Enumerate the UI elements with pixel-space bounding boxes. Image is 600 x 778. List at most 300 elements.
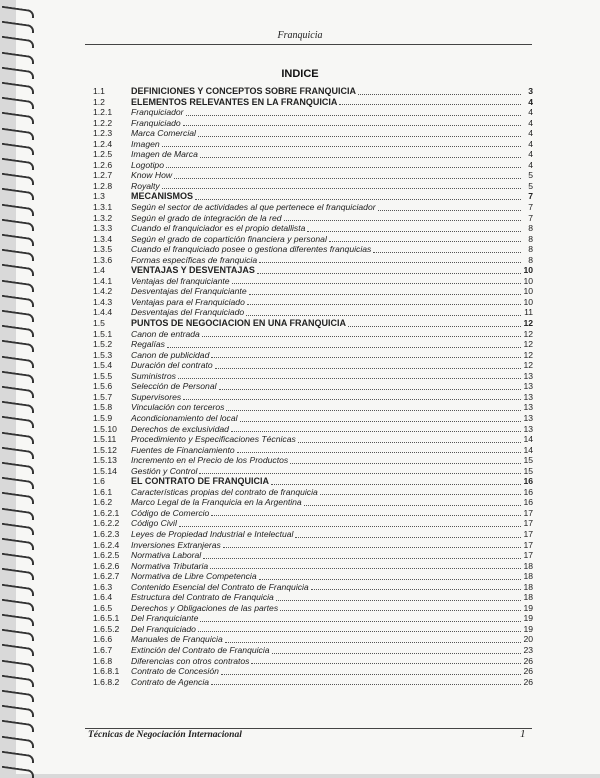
toc-entry-title: Franquiciado [131, 117, 181, 128]
toc-entry-page: 10 [523, 265, 533, 276]
toc-entry-number: 1.6.2.7 [93, 571, 120, 582]
dot-leader [290, 463, 521, 464]
toc-entry-page: 17 [523, 539, 533, 550]
dot-leader [373, 252, 521, 253]
toc-entry-title: Regalías [131, 339, 165, 350]
toc-entry-number: 1.6.8 [93, 655, 113, 666]
toc-entry [93, 86, 533, 97]
toc-entry-title: ELEMENTOS RELEVANTES EN LA FRANQUICIA [131, 96, 338, 107]
dot-leader [284, 220, 522, 221]
spiral-coil [2, 644, 34, 656]
toc-entry-number: 1.5.9 [93, 412, 113, 423]
toc-entry-number: 1.4.2 [93, 286, 113, 297]
spiral-coil [2, 751, 34, 763]
toc-entry [93, 170, 533, 181]
toc-entry-page: 11 [524, 307, 533, 318]
toc-entry-number: 1.6.2.3 [93, 528, 120, 539]
toc-entry-title: PUNTOS DE NEGOCIACION EN UNA FRANQUICIA [131, 318, 347, 329]
spiral-coil [2, 51, 34, 63]
toc-entry-page: 4 [528, 159, 533, 170]
toc-entry-number: 1.2.1 [93, 107, 113, 118]
toc-entry-title: Leyes de Propiedad Industrial e Intelectual [131, 528, 294, 539]
toc-entry-page: 12 [523, 349, 533, 360]
toc-entry-number: 1.6.1 [93, 486, 113, 497]
dot-leader [226, 410, 521, 411]
toc-entry-number: 1.5.5 [93, 370, 113, 381]
toc-entry-number: 1.2.5 [93, 149, 113, 160]
toc-entry [93, 191, 533, 202]
spiral-coil [2, 203, 34, 215]
toc-entry [93, 234, 533, 245]
toc-entry-number: 1.6.3 [93, 581, 113, 592]
dot-leader [304, 505, 521, 506]
toc-entry-number: 1.6 [93, 476, 105, 487]
toc-entry-number: 1.5.4 [93, 360, 113, 371]
toc-entry-page: 17 [523, 507, 533, 518]
toc-entry-title: Cuando el franquiciado posee o gestiona diferentes franquicias [131, 244, 372, 255]
header-rule [85, 44, 532, 45]
toc-entry [93, 529, 533, 540]
toc-entry [93, 434, 533, 445]
spiral-coil [2, 705, 34, 717]
toc-entry-title: Imagen de Marca [131, 149, 198, 160]
toc-entry [93, 350, 533, 361]
toc-entry-title: Imagen [131, 138, 160, 149]
spiral-coil [2, 340, 34, 352]
toc-entry [93, 634, 533, 645]
toc-entry-number: 1.6.2.6 [93, 560, 120, 571]
toc-entry-page: 7 [528, 191, 533, 202]
toc-entry-title: Del Franquiciante [131, 613, 199, 624]
spiral-coil [2, 416, 34, 428]
toc-entry-number: 1.1 [93, 86, 105, 96]
toc-entry-page: 13 [523, 391, 533, 402]
dot-leader [167, 347, 521, 348]
toc-entry-page: 19 [523, 623, 533, 634]
toc-entry-title: Incremento en el Precio de los Productos [131, 455, 289, 466]
toc-entry-page: 15 [523, 455, 533, 466]
toc-entry [93, 128, 533, 139]
toc-entry-title: Contrato de Concesión [131, 666, 219, 677]
toc-entry-number: 1.6.2.1 [93, 507, 120, 518]
dot-leader [329, 241, 521, 242]
dot-leader [186, 115, 521, 116]
toc-entry-number: 1.6.2 [93, 497, 113, 508]
toc-entry [93, 476, 533, 487]
toc-entry-number: 1.2.2 [93, 117, 113, 128]
toc-entry-page: 14 [523, 434, 533, 445]
toc-entry-number: 1.3.1 [93, 202, 113, 213]
toc-entry-page: 8 [528, 244, 533, 255]
toc-entry-page: 4 [528, 149, 533, 160]
toc-entry-page: 23 [523, 644, 533, 655]
toc-entry-page: 18 [523, 592, 533, 603]
toc-entry-title: Normativa de Libre Competencia [131, 571, 257, 582]
toc-entry-page: 4 [528, 128, 533, 139]
spiral-coil [2, 249, 34, 261]
dot-leader [276, 600, 521, 601]
dot-leader [200, 621, 521, 622]
toc-entry [93, 445, 533, 456]
toc-entry-number: 1.5.10 [93, 423, 117, 434]
toc-entry [93, 107, 533, 118]
dot-leader [251, 663, 521, 664]
toc-entry-number: 1.6.7 [93, 644, 113, 655]
toc-entry-title: Manuales de Franquicia [131, 634, 223, 645]
toc-entry-title: Suministros [131, 370, 176, 381]
toc-entry-title: Franquiciador [131, 107, 184, 118]
dot-leader [295, 537, 521, 538]
spiral-coil [2, 371, 34, 383]
toc-entry [93, 223, 533, 234]
footer-rule [85, 728, 532, 729]
toc-entry-number: 1.5.14 [93, 465, 117, 476]
spiral-coil [2, 6, 34, 18]
toc-entry [93, 297, 533, 308]
toc-entry-title: Desventajas del Franquiciado [131, 307, 245, 318]
toc-entry [93, 624, 533, 635]
toc-entry-title: Según el grado de integración de la red [131, 212, 282, 223]
dot-leader [307, 231, 521, 232]
dot-leader [215, 368, 521, 369]
toc-entry [93, 360, 533, 371]
toc-entry-page: 10 [523, 286, 533, 297]
toc-entry-page: 8 [528, 233, 533, 244]
toc-entry-number: 1.3.5 [93, 244, 113, 255]
toc-entry-title: MECANISMOS [131, 191, 194, 202]
dot-leader [320, 494, 521, 495]
toc-entry-title: Canon de entrada [131, 328, 200, 339]
spiral-coil [2, 295, 34, 307]
toc-entry [93, 139, 533, 150]
spiral-coil [2, 507, 34, 519]
toc-entry-title: Formas específicas de franquicia [131, 254, 258, 265]
toc-entry-page: 8 [528, 223, 533, 234]
spiral-coil [2, 143, 34, 155]
dot-leader [298, 442, 521, 443]
toc-entry-page: 13 [523, 412, 533, 423]
spiral-coil [2, 720, 34, 732]
toc-entry [93, 550, 533, 561]
toc-entry-page: 3 [528, 86, 533, 96]
dot-leader [221, 674, 521, 675]
spiral-coil [2, 614, 34, 626]
toc-entry-title: Desventajas del Franquiciante [131, 286, 247, 297]
dot-leader [198, 136, 521, 137]
spiral-coil [2, 310, 34, 322]
spiral-coil [2, 234, 34, 246]
dot-leader [231, 431, 521, 432]
toc-entry [93, 582, 533, 593]
dot-leader [237, 452, 521, 453]
spiral-coil [2, 355, 34, 367]
spiral-coil [2, 97, 34, 109]
toc-entry-number: 1.3.3 [93, 223, 113, 234]
toc-entry-page: 12 [523, 328, 533, 339]
toc-entry-title: Fuentes de Financiamiento [131, 444, 235, 455]
toc-entry-page: 4 [528, 138, 533, 149]
toc-entry-title: Marco Legal de la Franquicia en la Argentina [131, 497, 302, 508]
dot-leader [378, 210, 521, 211]
toc-entry [93, 202, 533, 213]
toc-entry-title: Selección de Personal [131, 381, 217, 392]
toc-entry-title: Marca Comercial [131, 128, 196, 139]
toc-entry-title: Derechos y Obligaciones de las partes [131, 602, 279, 613]
toc-entry-page: 16 [523, 476, 533, 487]
toc-entry [93, 244, 533, 255]
toc-entry-page: 13 [523, 423, 533, 434]
dot-leader [174, 178, 521, 179]
page-number: 1 [520, 728, 526, 740]
toc-entry-title: EL CONTRATO DE FRANQUICIA [131, 476, 270, 487]
spiral-coil [2, 112, 34, 124]
dot-leader [259, 262, 521, 263]
toc-entry-title: Ventajas del franquiciante [131, 275, 230, 286]
toc-entry [93, 518, 533, 529]
toc-entry-title: Inversiones Extranjeras [131, 539, 221, 550]
toc-entry [93, 571, 533, 582]
spiral-binding [0, 0, 36, 774]
toc-entry-title: Según el grado de copartición financiera y personal [131, 233, 327, 244]
toc-entry-page: 16 [523, 486, 533, 497]
toc-entry [93, 613, 533, 624]
toc-entry-page: 12 [523, 339, 533, 350]
dot-leader [280, 610, 521, 611]
toc-entry-number: 1.6.5.2 [93, 623, 120, 634]
toc-entry [93, 118, 533, 129]
spiral-coil [2, 523, 34, 535]
toc-entry-number: 1.6.4 [93, 592, 113, 603]
toc-entry-page: 4 [528, 96, 533, 107]
toc-entry-number: 1.3.4 [93, 233, 113, 244]
spiral-coil [2, 127, 34, 139]
toc-entry-page: 16 [523, 497, 533, 508]
toc-entry-number: 1.4 [93, 265, 105, 276]
dot-leader [210, 568, 521, 569]
toc-entry [93, 656, 533, 667]
spiral-coil [2, 82, 34, 94]
toc-entry-number: 1.5.3 [93, 349, 113, 360]
toc-entry [93, 455, 533, 466]
toc-entry [93, 540, 533, 551]
dot-leader [223, 547, 521, 548]
toc-entry-number: 1.5.13 [93, 455, 117, 466]
toc-entry [93, 508, 533, 519]
toc-entry-title: Normativa Tributaria [131, 560, 209, 571]
toc-entry-title: Duración del contrato [131, 360, 213, 371]
dot-leader [162, 188, 521, 189]
toc-entry [93, 592, 533, 603]
table-of-contents [93, 86, 533, 687]
dot-leader [246, 315, 521, 316]
toc-entry [93, 466, 533, 477]
toc-entry-page: 12 [523, 360, 533, 371]
spiral-coil [2, 173, 34, 185]
toc-entry-page: 14 [523, 444, 533, 455]
dot-leader [225, 642, 521, 643]
dot-leader [179, 526, 521, 527]
toc-entry-number: 1.6.2.4 [93, 539, 120, 550]
toc-entry-title: Según el sector de actividades al que pertenece el franquiciador [131, 202, 376, 213]
toc-entry-page: 5 [528, 170, 533, 181]
toc-entry-number: 1.6.6 [93, 634, 113, 645]
dot-leader [240, 421, 521, 422]
toc-entry-number: 1.5 [93, 318, 105, 329]
toc-entry [93, 160, 533, 171]
toc-entry-title: Estructura del Contrato de Franquicia [131, 592, 274, 603]
toc-entry-number: 1.6.8.1 [93, 666, 120, 677]
spiral-coil [2, 599, 34, 611]
toc-entry-title: Procedimiento y Especificaciones Técnicas [131, 434, 296, 445]
spiral-coil [2, 462, 34, 474]
toc-entry-title: Acondicionamiento del local [131, 412, 238, 423]
toc-entry-page: 7 [528, 202, 533, 213]
spiral-coil [2, 583, 34, 595]
toc-entry-page: 13 [523, 381, 533, 392]
toc-entry-title: Cuando el franquiciador es el propio detallista [131, 223, 306, 234]
spiral-coil [2, 158, 34, 170]
toc-entry-page: 19 [523, 602, 533, 613]
toc-entry [93, 392, 533, 403]
dot-leader [219, 389, 521, 390]
toc-entry-number: 1.6.5 [93, 602, 113, 613]
toc-entry-title: Contenido Esencial del Contrato de Franquicia [131, 581, 309, 592]
spiral-coil [2, 219, 34, 231]
toc-entry-page: 18 [523, 571, 533, 582]
toc-entry-page: 7 [528, 212, 533, 223]
spiral-coil [2, 386, 34, 398]
dot-leader [178, 378, 521, 379]
toc-entry-number: 1.6.2.2 [93, 518, 120, 529]
toc-entry-page: 13 [523, 370, 533, 381]
dot-leader [249, 294, 521, 295]
toc-entry-number: 1.2.8 [93, 180, 113, 191]
toc-entry-title: Vinculación con terceros [131, 402, 225, 413]
toc-entry [93, 97, 533, 108]
toc-entry [93, 318, 533, 329]
toc-entry-number: 1.5.8 [93, 402, 113, 413]
dot-leader [259, 579, 521, 580]
dot-leader [183, 125, 521, 126]
toc-entry [93, 181, 533, 192]
dot-leader [195, 199, 521, 200]
toc-entry [93, 286, 533, 297]
spiral-coil [2, 264, 34, 276]
spiral-coil [2, 401, 34, 413]
toc-entry-number: 1.5.6 [93, 381, 113, 392]
toc-entry [93, 677, 533, 688]
spiral-coil [2, 553, 34, 565]
spiral-coil [2, 690, 34, 702]
dot-leader [232, 283, 521, 284]
toc-entry-title: VENTAJAS Y DESVENTAJAS [131, 265, 255, 276]
toc-entry-page: 17 [523, 528, 533, 539]
dot-leader [198, 631, 521, 632]
toc-entry [93, 666, 533, 677]
toc-entry [93, 265, 533, 276]
toc-entry [93, 497, 533, 508]
toc-entry-page: 18 [523, 581, 533, 592]
dot-leader [348, 326, 521, 327]
toc-entry [93, 213, 533, 224]
toc-entry-page: 4 [528, 117, 533, 128]
toc-entry-title: Código de Comercio [131, 507, 210, 518]
toc-entry [93, 371, 533, 382]
toc-entry-number: 1.6.8.2 [93, 676, 120, 687]
toc-entry-title: Know How [131, 170, 173, 181]
spiral-coil [2, 735, 34, 747]
spiral-coil [2, 629, 34, 641]
toc-entry [93, 402, 533, 413]
toc-entry-number: 1.2.4 [93, 138, 113, 149]
toc-entry-page: 5 [528, 180, 533, 191]
toc-entry [93, 307, 533, 318]
dot-leader [211, 515, 521, 516]
toc-entry-number: 1.4.3 [93, 296, 113, 307]
spiral-coil [2, 766, 34, 778]
dot-leader [211, 684, 521, 685]
toc-entry-page: 26 [523, 666, 533, 677]
toc-entry-title: DEFINICIONES Y CONCEPTOS SOBRE FRANQUICIA [131, 86, 357, 96]
dot-leader [247, 304, 521, 305]
spiral-coil [2, 568, 34, 580]
toc-entry-number: 1.5.2 [93, 339, 113, 350]
toc-entry [93, 487, 533, 498]
running-header: Franquicia [277, 30, 323, 41]
toc-entry [93, 276, 533, 287]
toc-entry-page: 17 [523, 518, 533, 529]
toc-entry-number: 1.3.2 [93, 212, 113, 223]
toc-entry-number: 1.5.12 [93, 444, 117, 455]
dot-leader [257, 273, 521, 274]
toc-entry-title: Gestión y Control [131, 465, 198, 476]
toc-entry-page: 13 [523, 402, 533, 413]
toc-entry-title: Diferencias con otros contratos [131, 655, 250, 666]
spiral-coil [2, 538, 34, 550]
dot-leader [162, 146, 521, 147]
running-footer: Técnicas de Negociación Internacional [88, 730, 242, 740]
dot-leader [199, 473, 521, 474]
toc-entry-page: 4 [528, 107, 533, 118]
toc-entry-title: Normativa Laboral [131, 550, 202, 561]
toc-entry-page: 20 [523, 634, 533, 645]
toc-entry-number: 1.3 [93, 191, 105, 202]
toc-entry-number: 1.3.6 [93, 254, 113, 265]
toc-entry-page: 19 [523, 613, 533, 624]
toc-entry [93, 603, 533, 614]
spiral-coil [2, 659, 34, 671]
toc-entry-number: 1.2.6 [93, 159, 113, 170]
dot-leader [203, 558, 521, 559]
toc-entry-number: 1.6.5.1 [93, 613, 120, 624]
toc-entry-number: 1.6.2.5 [93, 550, 120, 561]
toc-entry-number: 1.5.1 [93, 328, 113, 339]
toc-entry [93, 149, 533, 160]
toc-entry-page: 12 [523, 318, 533, 329]
toc-entry-number: 1.4.4 [93, 307, 113, 318]
toc-entry-number: 1.4.1 [93, 275, 113, 286]
toc-entry-title: Del Franquiciado [131, 623, 196, 634]
dot-leader [311, 589, 521, 590]
toc-entry-title: Supervisores [131, 391, 182, 402]
toc-entry [93, 339, 533, 350]
toc-entry-title: Royalty [131, 180, 160, 191]
toc-entry-title: Código Civil [131, 518, 177, 529]
toc-entry [93, 329, 533, 340]
toc-entry-number: 1.5.7 [93, 391, 113, 402]
toc-entry [93, 561, 533, 572]
toc-entry-title: Características propias del contrato de franquicia [131, 486, 318, 497]
